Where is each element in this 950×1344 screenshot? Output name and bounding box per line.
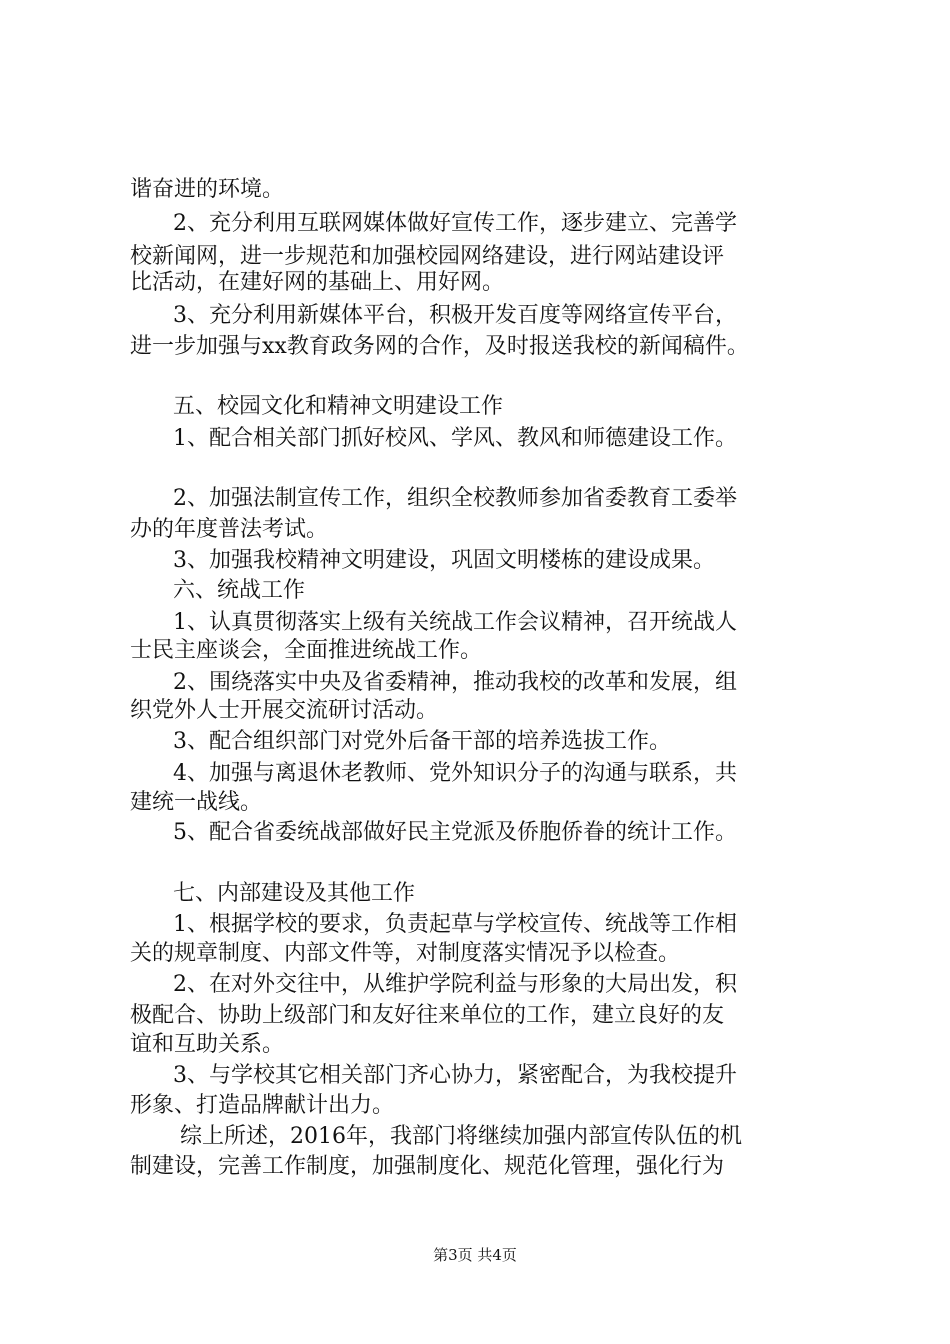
- text-line: 3、配合组织部门对党外后备干部的培养选拔工作。: [173, 729, 671, 754]
- text-line: 校新闻网，进一步规范和加强校园网络建设，进行网站建设评: [130, 244, 725, 269]
- text-line: 进一步加强与xx教育政务网的合作，及时报送我校的新闻稿件。: [130, 334, 749, 359]
- text-line: 2、充分利用互联网媒体做好宣传工作，逐步建立、完善学: [173, 211, 737, 236]
- text-line: 比活动，在建好网的基础上、用好网。: [130, 270, 505, 295]
- text-line: 2、加强法制宣传工作，组织全校教师参加省委教育工委举: [173, 486, 737, 511]
- text-line: 4、加强与离退休老教师、党外知识分子的沟通与联系，共: [173, 761, 737, 786]
- text-line: 3、加强我校精神文明建设，巩固文明楼栋的建设成果。: [173, 548, 715, 573]
- text-line: 3、与学校其它相关部门齐心协力，紧密配合，为我校提升: [173, 1063, 737, 1088]
- text-line: 形象、打造品牌献计出力。: [130, 1093, 395, 1118]
- text-line: 士民主座谈会，全面推进统战工作。: [130, 638, 483, 663]
- text-line: 办的年度普法考试。: [130, 517, 329, 542]
- text-line: 谐奋进的环境。: [130, 177, 285, 202]
- section-heading: 五、校园文化和精神文明建设工作: [173, 394, 504, 419]
- page-footer: 第3页 共4页: [433, 1246, 517, 1264]
- text-line: 1、配合相关部门抓好校风、学风、教风和师德建设工作。: [173, 426, 737, 451]
- text-line: 2、围绕落实中央及省委精神，推动我校的改革和发展，组: [173, 670, 737, 695]
- section-heading: 七、内部建设及其他工作: [173, 881, 416, 906]
- text-line: 1、根据学校的要求，负责起草与学校宣传、统战等工作相: [173, 912, 737, 937]
- text-line: 3、充分利用新媒体平台，积极开发百度等网络宣传平台，: [173, 303, 737, 328]
- text-line: 2、在对外交往中，从维护学院利益与形象的大局出发，积: [173, 972, 737, 997]
- section-heading: 六、统战工作: [173, 578, 306, 603]
- text-line: 建统一战线。: [130, 790, 263, 815]
- text-line: 5、配合省委统战部做好民主党派及侨胞侨眷的统计工作。: [173, 820, 737, 845]
- text-line: 1、认真贯彻落实上级有关统战工作会议精神，召开统战人: [173, 610, 737, 635]
- text-line: 极配合、协助上级部门和友好往来单位的工作，建立良好的友: [130, 1003, 725, 1028]
- text-line: 织党外人士开展交流研讨活动。: [130, 698, 439, 723]
- text-line: 综上所述，2016年，我部门将继续加强内部宣传队伍的机: [180, 1124, 742, 1149]
- text-line: 制建设，完善工作制度，加强制度化、规范化管理，强化行为: [130, 1154, 725, 1179]
- text-line: 关的规章制度、内部文件等，对制度落实情况予以检查。: [130, 941, 681, 966]
- text-line: 谊和互助关系。: [130, 1032, 285, 1057]
